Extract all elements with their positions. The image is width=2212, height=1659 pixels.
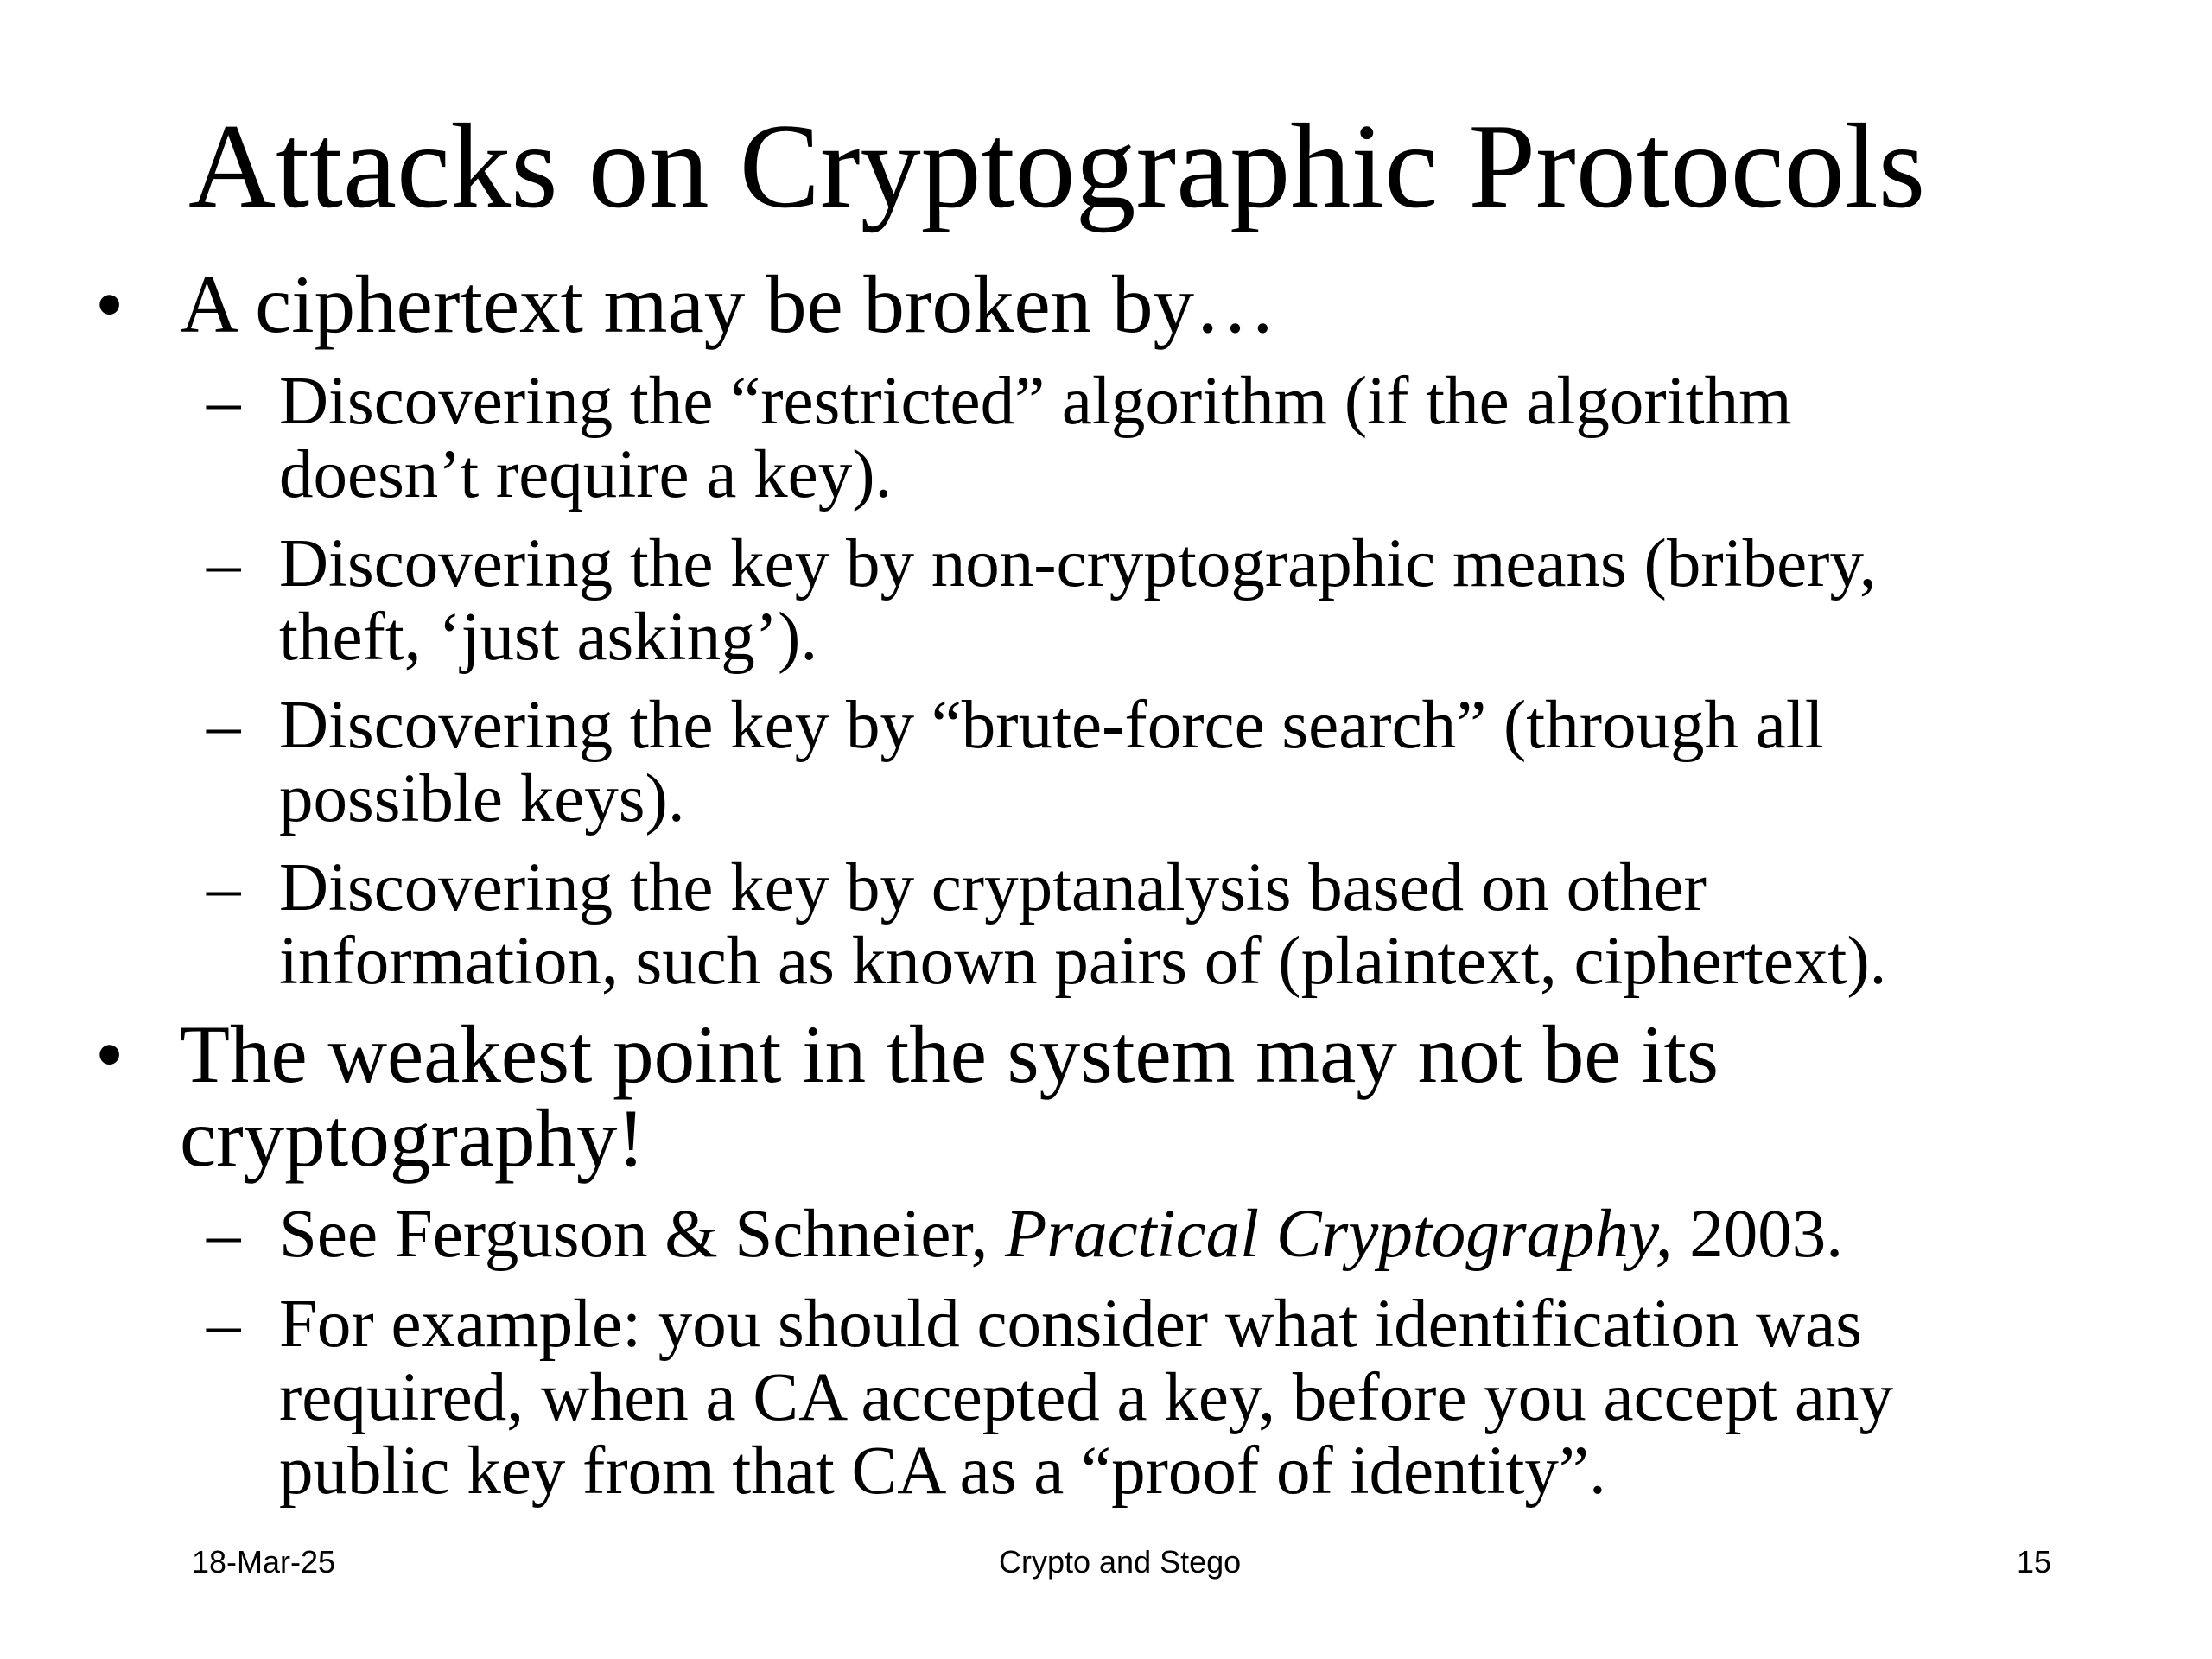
citation-prefix: See Ferguson & Schneier,: [279, 1197, 1006, 1272]
sub-item-text: doesn’t require a key).: [279, 437, 893, 512]
footer-date: 18-Mar-25: [192, 1544, 336, 1580]
slide-title: Attacks on Cryptographic Protocols: [188, 99, 1926, 233]
sub-item: [207, 526, 2137, 675]
bullet-marker: •: [95, 258, 124, 350]
citation-suffix: 2003.: [1672, 1197, 1843, 1272]
sub-item-text: required, when a CA accepted a key, before you accept any: [279, 1360, 1894, 1435]
dash-marker: –: [207, 1197, 241, 1272]
bullet-item: [95, 258, 2081, 350]
bullet-text: cryptography!: [180, 1092, 645, 1184]
sub-item: [207, 688, 2137, 836]
dash-marker: –: [207, 526, 241, 601]
sub-item: [207, 1287, 2137, 1509]
sub-item-text: theft, ‘just asking’).: [279, 600, 818, 675]
sub-item-text: [279, 1198, 2137, 1271]
dash-marker: –: [207, 688, 241, 763]
sub-item-text: Discovering the “restricted” algorithm (if the algorithm: [279, 364, 1792, 439]
bullet-text: A ciphertext may be broken by…: [180, 258, 1276, 350]
sub-item-text: information, such as known pairs of (plaintext, ciphertext).: [279, 924, 1887, 999]
sub-item: [207, 364, 2137, 512]
sub-item: [207, 850, 2137, 999]
bullet-text: The weakest point in the system may not be its: [180, 1008, 1719, 1100]
sub-item-text: possible keys).: [279, 761, 685, 836]
book-title: Practical Cryptography,: [1005, 1197, 1673, 1272]
bullet-item: [95, 1008, 2081, 1184]
dash-marker: –: [207, 1287, 241, 1362]
sub-item: [207, 1197, 2137, 1272]
footer-title: Crypto and Stego: [999, 1544, 1242, 1580]
dash-marker: –: [207, 364, 241, 439]
sub-item-text: public key from that CA as a “proof of identity”.: [279, 1433, 1606, 1509]
page-number: 15: [2017, 1544, 2052, 1580]
sub-item-text: Discovering the key by “brute-force search” (through all: [279, 688, 1824, 763]
dash-marker: –: [207, 850, 241, 925]
sub-item-text: For example: you should consider what identification was: [279, 1287, 1862, 1362]
bullet-marker: •: [95, 1008, 124, 1100]
sub-item-text: Discovering the key by cryptanalysis based on other: [279, 850, 1707, 925]
sub-item-text: Discovering the key by non-cryptographic means (bribery,: [279, 526, 1877, 601]
